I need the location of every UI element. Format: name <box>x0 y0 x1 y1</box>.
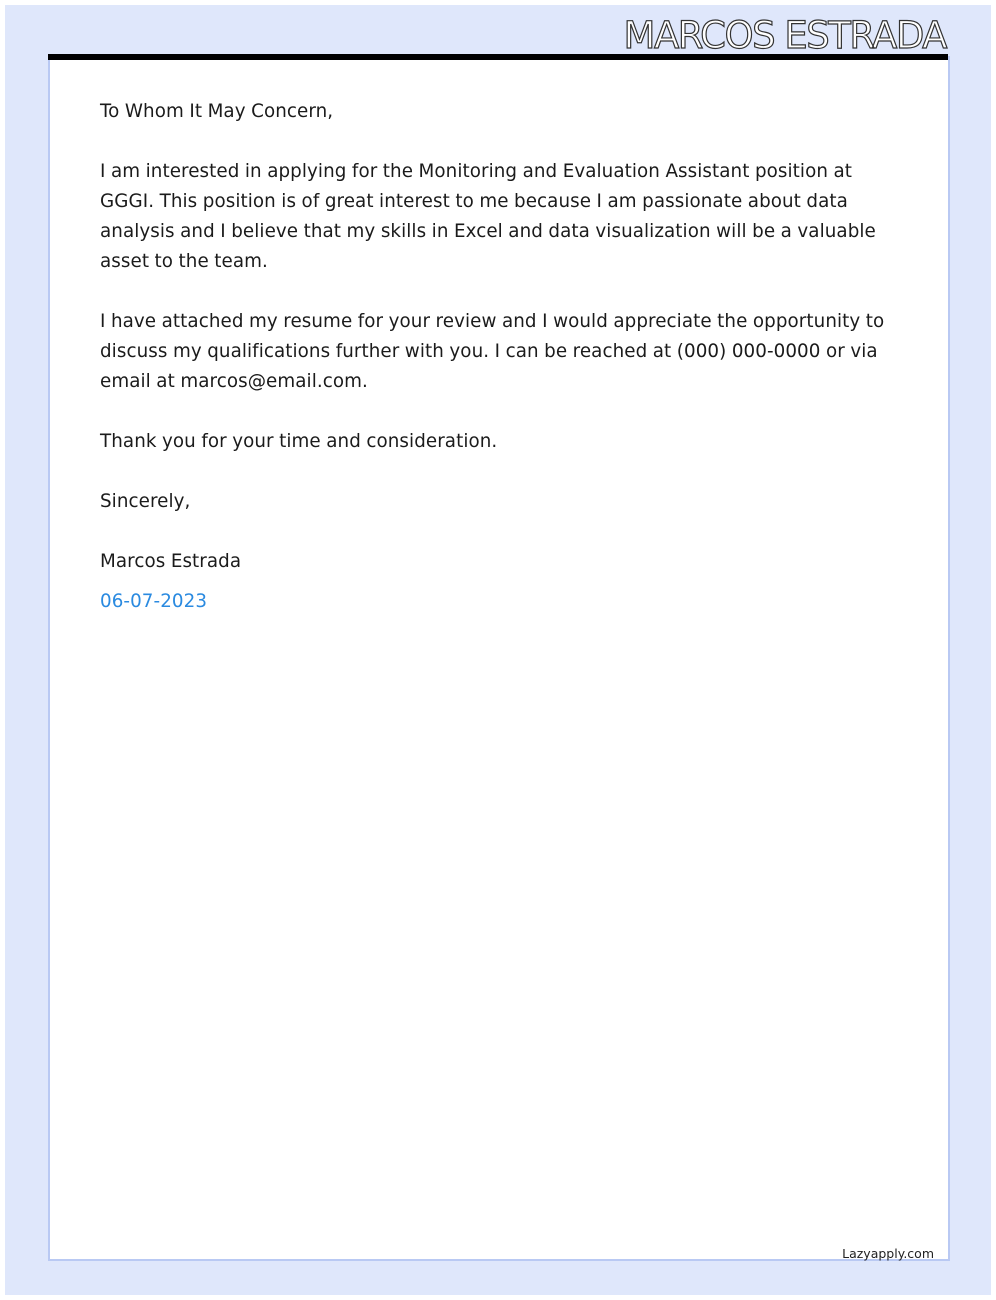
letter-paragraph-contact: I have attached my resume for your review and I would appreciate the opportunity to discuss my qualifications further with you. I can be reached at (000) 000-0000 or via email at marcos@email.com. <box>100 311 885 392</box>
letter-body <box>100 97 900 617</box>
applicant-name-heading: MARCOS ESTRADA <box>623 14 946 57</box>
footer-watermark: Lazyapply.com <box>842 1246 934 1261</box>
letter-paragraph-intro: I am interested in applying for the Monitoring and Evaluation Assistant position at GGGI. This position is of great interest to me because I am passionate about data analysis and I believe that my skills in Excel and data visualization will be a valuable asset to the team. <box>100 161 876 272</box>
letter-date: 06-07-2023 <box>100 591 208 612</box>
letter-paragraph-thanks: Thank you for your time and consideration. <box>100 431 498 452</box>
letter-signer: Marcos Estrada <box>100 551 242 572</box>
letter-salutation: To Whom It May Concern, <box>100 101 334 122</box>
letter-closing: Sincerely, <box>100 491 191 512</box>
